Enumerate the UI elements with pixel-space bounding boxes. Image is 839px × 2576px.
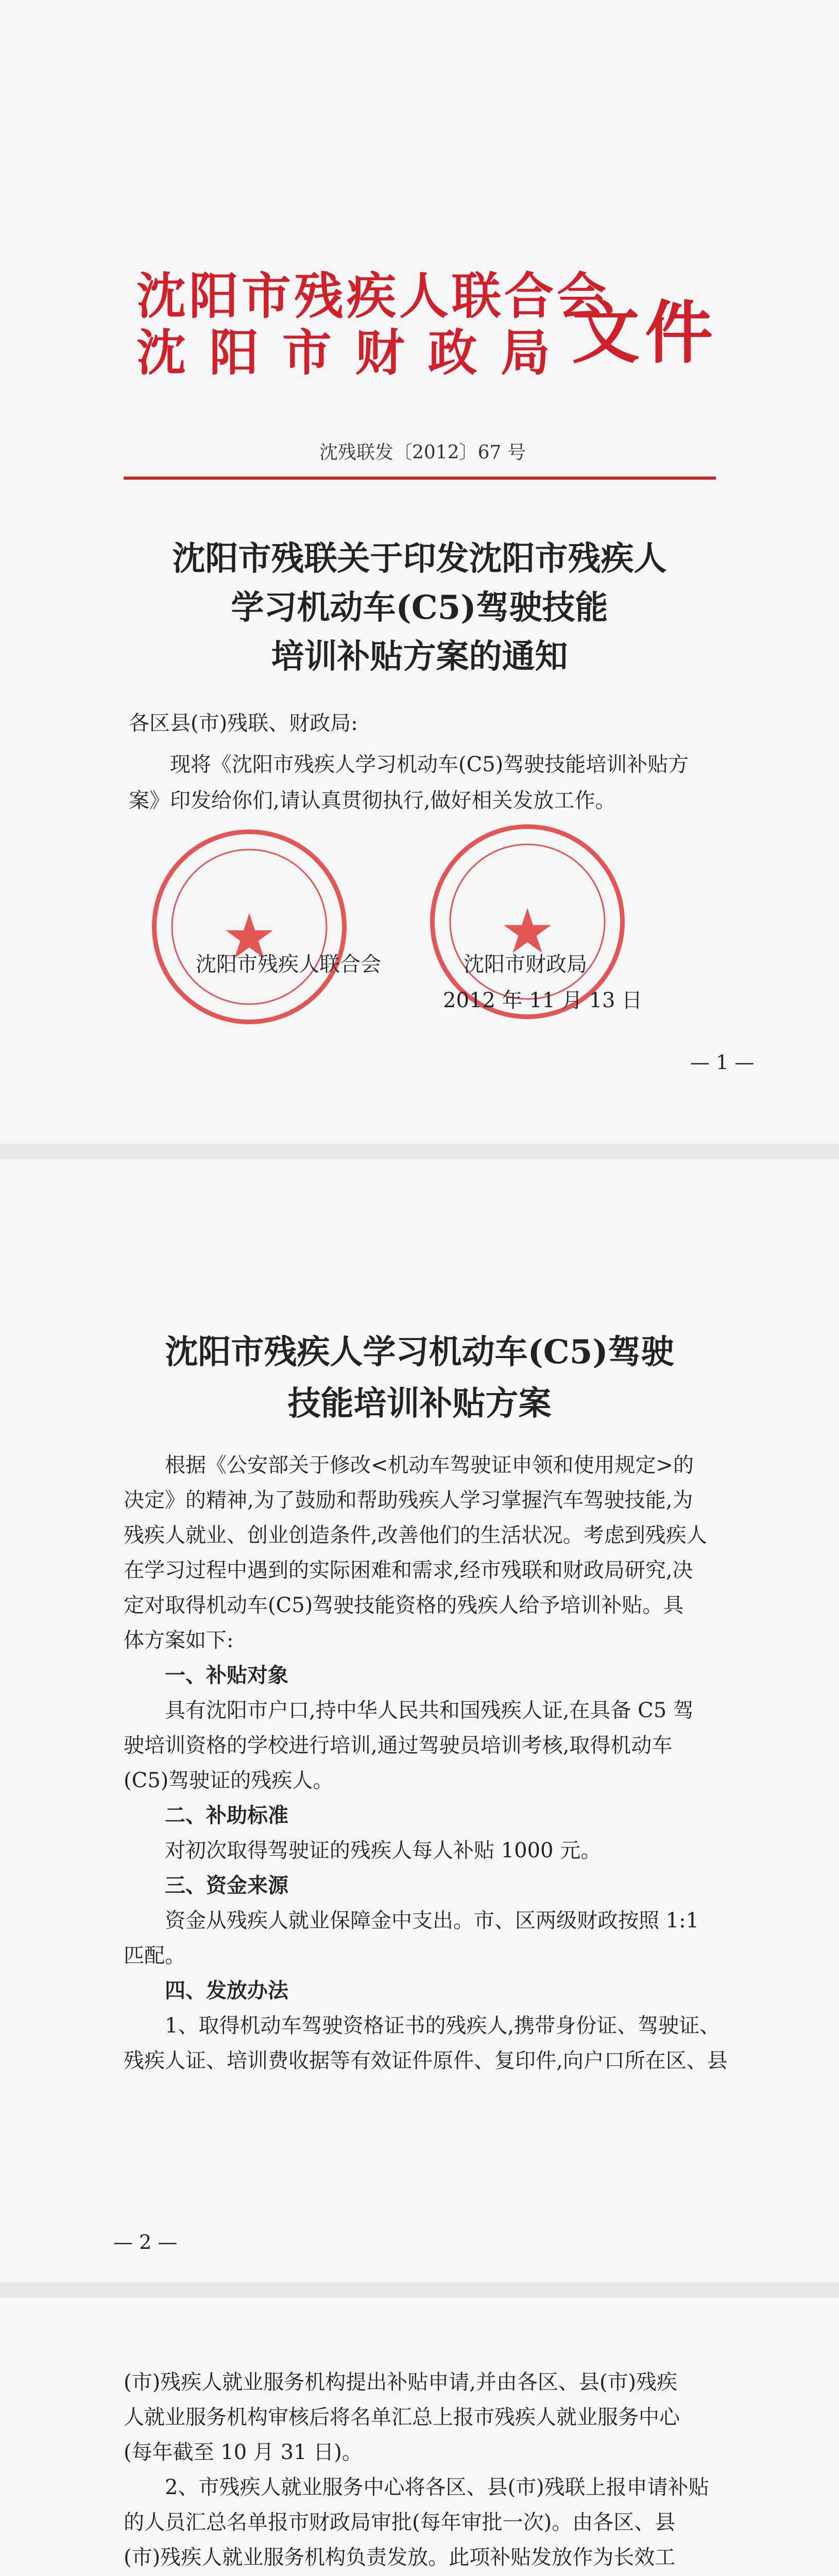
intro-line: 残疾人就业、创业创造条件,改善他们的生活状况。考虑到残疾人	[124, 1523, 707, 1547]
addressee: 各区县(市)残联、财政局:	[129, 711, 358, 735]
section-line: 1、取得机动车驾驶资格证书的残疾人,携带身份证、驾驶证、	[165, 2014, 721, 2038]
section-line: 资金从残疾人就业保障金中支出。市、区两级财政按照 1:1	[165, 1909, 699, 1933]
intro-line: 在学习过程中遇到的实际困难和需求,经市残联和财政局研究,决	[124, 1558, 693, 1582]
notice-title-line-3: 培训补贴方案的通知	[271, 637, 568, 676]
section-heading: 一、补贴对象	[165, 1663, 288, 1687]
signature-finance: 沈阳市财政局	[464, 953, 587, 976]
scheme-body	[124, 1448, 728, 2078]
wenjian-label: 文件	[572, 293, 718, 373]
star-icon: ★	[221, 901, 277, 973]
body-line: 人就业服务机构审核后将名单汇总上报市残疾人就业服务中心	[124, 2405, 680, 2429]
intro-line: 决定》的精神,为了鼓励和帮助残疾人学习掌握汽车驾驶技能,为	[124, 1488, 693, 1512]
body-line: (市)残疾人就业服务机构负责发放。此项补贴发放作为长效工	[124, 2546, 676, 2569]
page-1	[0, 0, 839, 1144]
signature-federation: 沈阳市残疾人联合会	[196, 953, 381, 976]
intro-line: 根据《公安部关于修改<机动车驾驶证申领和使用规定>的	[165, 1453, 694, 1477]
notice-body-line-1: 现将《沈阳市残疾人学习机动车(C5)驾驶技能培训补贴方	[170, 753, 689, 776]
scheme-title-line-1: 沈阳市残疾人学习机动车(C5)驾驶	[165, 1333, 674, 1371]
issuer-line-2: 沈 阳 市 财 政 局	[136, 324, 554, 382]
scheme-body-continued	[124, 2365, 721, 2576]
issue-date: 2012 年 11 月 13 日	[443, 989, 643, 1012]
page-number: — 1 —	[690, 1051, 755, 1074]
section-heading: 二、补助标准	[165, 1803, 288, 1827]
intro-line: 体方案如下:	[124, 1629, 234, 1652]
page-2	[0, 1159, 839, 2282]
intro-line: 定对取得机动车(C5)驾驶技能资格的残疾人给予培训补贴。具	[124, 1594, 684, 1617]
section-line: 匹配。	[124, 1944, 185, 1968]
disabled-federation-seal	[152, 829, 347, 1024]
document-number: 沈残联发〔2012〕67 号	[319, 442, 526, 463]
section-heading: 四、发放办法	[165, 1978, 288, 2003]
section-line: 驶培训资格的学校进行培训,通过驾驶员培训考核,取得机动车	[124, 1734, 673, 1757]
body-line: (市)残疾人就业服务机构提出补贴申请,并由各区、县(市)残疾	[124, 2370, 678, 2394]
section-line: (C5)驾驶证的残疾人。	[124, 1769, 334, 1792]
page-3	[0, 2298, 839, 2576]
body-line: (每年截至 10 月 31 日)。	[124, 2441, 363, 2464]
body-line: 的人员汇总名单报市财政局审批(每年审批一次)。由各区、县	[124, 2511, 676, 2534]
body-line: 2、市残疾人就业服务中心将各区、县(市)残联上报申请补贴	[165, 2476, 709, 2499]
notice-title-line-2: 学习机动车(C5)驾驶技能	[231, 588, 608, 627]
scheme-title-line-2: 技能培训补贴方案	[287, 1384, 552, 1423]
section-heading: 三、资金来源	[165, 1873, 288, 1897]
section-line: 对初次取得驾驶证的残疾人每人补贴 1000 元。	[165, 1839, 602, 1862]
section-line: 具有沈阳市户口,持中华人民共和国残疾人证,在具备 C5 驾	[165, 1699, 694, 1722]
page-number: — 2 —	[113, 2231, 178, 2253]
issuer-line-1: 沈阳市残疾人联合会	[136, 267, 609, 325]
section-line: 残疾人证、培训费收据等有效证件原件、复印件,向户口所在区、县	[124, 2049, 728, 2073]
notice-title-line-1: 沈阳市残联关于印发沈阳市残疾人	[172, 539, 667, 578]
red-rule	[124, 477, 716, 480]
notice-body-line-2: 案》印发给你们,请认真贯彻执行,做好相关发放工作。	[129, 789, 616, 812]
star-icon: ★	[500, 896, 555, 968]
